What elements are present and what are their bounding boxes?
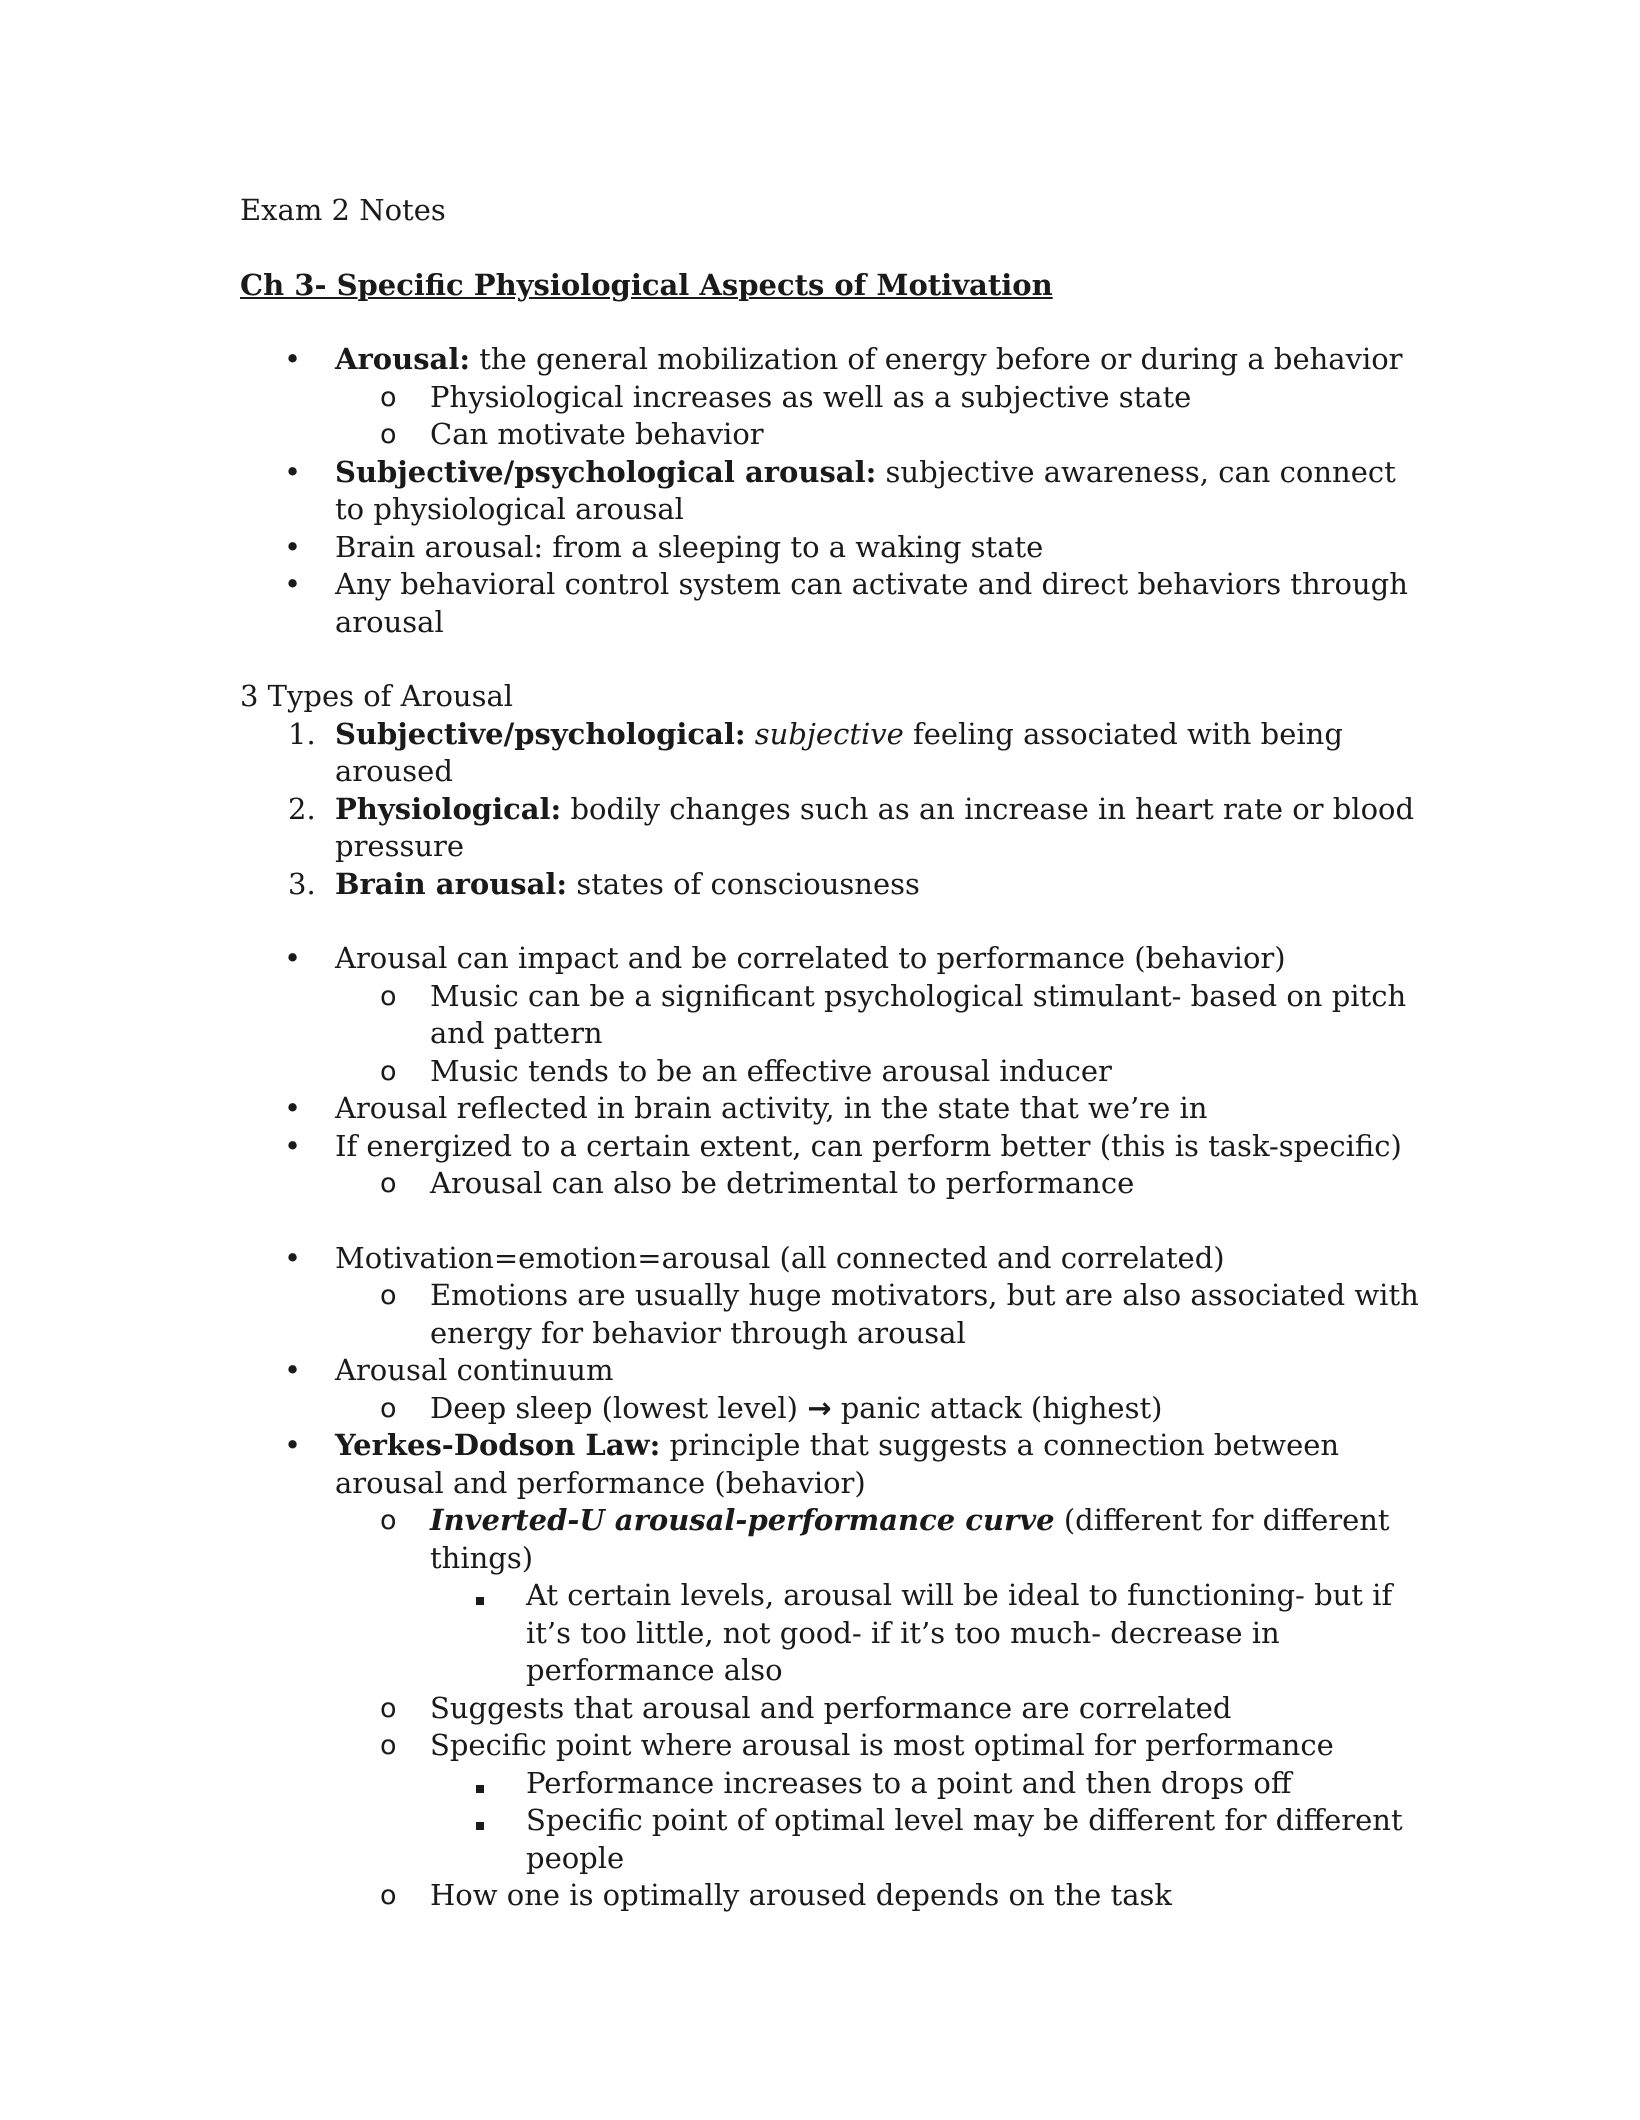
document-page — [240, 192, 1420, 1915]
arousal-section — [240, 341, 1420, 641]
bullet-subjective-arousal — [240, 454, 1420, 529]
sub-bullet-text: Music tends to be an effective arousal inducer — [430, 1053, 1112, 1088]
sub-bullet-text: How one is optimally aroused depends on the task — [430, 1878, 1172, 1912]
def-yerkes-dodson: principle that suggests a connection between arousal and performance (behavior) — [335, 1428, 1340, 1500]
def-arousal: the general mobilization of energy before or during a behavior — [470, 342, 1403, 376]
bullet-marker: • — [284, 1353, 302, 1387]
square-marker — [476, 1802, 484, 1840]
sub-sub-bullet — [240, 1577, 1420, 1690]
item-term: Subjective/psychological: — [335, 716, 746, 751]
sub-bullet — [240, 416, 1420, 454]
sub-bullet-text: Physiological increases as well as a subjective state — [430, 379, 1192, 414]
bullet-text: If energized to a certain extent, can perform better (this is task-specific) — [335, 1128, 1402, 1163]
item-text: feeling associated with being aroused — [335, 716, 1343, 788]
document-title: Exam 2 Notes — [240, 193, 446, 227]
bullet-energized — [240, 1128, 1420, 1166]
item-number: 1. — [288, 716, 316, 751]
numbered-item — [240, 791, 1420, 866]
item-text: states of consciousness — [567, 866, 920, 901]
square-marker — [476, 1577, 484, 1615]
bullet-text: Motivation=emotion=arousal (all connected and correlated) — [335, 1240, 1225, 1275]
bullet-marker: • — [284, 1240, 302, 1275]
item-emphasis: subjective — [754, 716, 904, 751]
bullet-marker: • — [284, 941, 302, 975]
sub-bullet — [240, 379, 1420, 417]
sub-bullet-text: panic attack (highest) — [831, 1390, 1163, 1425]
circle-marker: o — [380, 381, 397, 413]
bullet-text: Any behavioral control system can activate and direct behaviors through arousal — [335, 567, 1408, 639]
item-term: Physiological: — [335, 791, 562, 826]
bullet-marker: • — [284, 1128, 302, 1163]
term-yerkes-dodson: Yerkes-Dodson Law: — [335, 1428, 661, 1462]
circle-marker: o — [380, 1505, 397, 1536]
numbered-item — [240, 866, 1420, 904]
square-marker — [476, 1765, 484, 1803]
sub-bullet — [240, 1690, 1420, 1728]
motivation-section — [240, 1240, 1420, 1915]
sub-bullet — [240, 1053, 1420, 1091]
bullet-control-system — [240, 566, 1420, 641]
sub-bullet-text: Arousal can also be detrimental to performance — [430, 1166, 1135, 1200]
bullet-marker: • — [284, 567, 302, 601]
circle-marker: o — [380, 980, 397, 1012]
sub-sub-bullet-text: Performance increases to a point and then drops off — [526, 1765, 1292, 1800]
sub-bullet-text: Emotions are usually huge motivators, but are also associated with energy for behavior through arousal — [430, 1278, 1419, 1350]
sub-bullet — [240, 1727, 1420, 1765]
performance-section — [240, 940, 1420, 1203]
arrow-right-icon: → — [807, 1390, 832, 1425]
bullet-text: Arousal can impact and be correlated to performance (behavior) — [335, 941, 1286, 975]
circle-marker: o — [380, 1692, 397, 1724]
types-section — [240, 678, 1420, 903]
item-number: 3. — [288, 866, 316, 901]
bullet-marker: • — [284, 342, 302, 376]
circle-marker: o — [380, 1392, 397, 1424]
bullet-text: Arousal reflected in brain activity, in the state that we’re in — [335, 1091, 1208, 1125]
circle-marker: o — [380, 1730, 397, 1761]
def-subjective-arousal: subjective awareness, can connect to physiological arousal — [335, 454, 1396, 526]
chapter-heading: Ch 3- Specific Physiological Aspects of Motivation — [240, 267, 1053, 302]
item-number: 2. — [288, 791, 316, 826]
bullet-marker: • — [284, 454, 302, 489]
sub-sub-bullet — [240, 1765, 1420, 1803]
sub-bullet-text: Specific point where arousal is most optimal for performance — [430, 1728, 1334, 1762]
types-title: 3 Types of Arousal — [240, 679, 514, 713]
sub-bullet-text: Deep sleep (lowest level) — [430, 1390, 808, 1425]
bullet-impact — [240, 940, 1420, 978]
bullet-brain-activity — [240, 1090, 1420, 1128]
circle-marker: o — [380, 1880, 397, 1911]
bullet-text: Arousal continuum — [335, 1353, 614, 1387]
term-arousal: Arousal: — [335, 342, 471, 376]
circle-marker: o — [380, 1168, 397, 1199]
item-term: Brain arousal: — [335, 866, 568, 901]
item-text: bodily changes such as an increase in heart rate or blood pressure — [335, 791, 1415, 863]
sub-bullet-text: Suggests that arousal and performance are correlated — [430, 1690, 1232, 1725]
sub-bullet — [240, 1877, 1420, 1915]
bullet-continuum — [240, 1352, 1420, 1390]
circle-marker: o — [380, 1055, 397, 1087]
sub-bullet — [240, 978, 1420, 1053]
bullet-text: Brain arousal: from a sleeping to a waking state — [335, 529, 1044, 564]
bullet-marker: • — [284, 1428, 302, 1462]
circle-marker: o — [380, 1280, 397, 1311]
bullet-arousal — [240, 341, 1420, 379]
sub-bullet-text: (different for different things) — [430, 1503, 1390, 1575]
sub-bullet — [240, 1502, 1420, 1577]
sub-sub-bullet — [240, 1802, 1420, 1877]
numbered-item — [240, 716, 1420, 791]
bullet-marker: • — [284, 1091, 302, 1125]
sub-bullet-text: Can motivate behavior — [430, 417, 764, 451]
term-subjective-arousal: Subjective/psychological arousal: — [335, 454, 877, 489]
bullet-marker: • — [284, 529, 302, 564]
circle-marker: o — [380, 419, 397, 450]
bullet-yerkes-dodson — [240, 1427, 1420, 1502]
bullet-brain-arousal — [240, 529, 1420, 567]
sub-sub-bullet-text: Specific point of optimal level may be different for different people — [526, 1803, 1403, 1875]
sub-bullet — [240, 1390, 1420, 1428]
bullet-motivation — [240, 1240, 1420, 1278]
sub-bullet — [240, 1277, 1420, 1352]
sub-bullet-text: Music can be a significant psychological stimulant- based on pitch and pattern — [430, 978, 1407, 1050]
sub-bullet — [240, 1165, 1420, 1203]
sub-sub-bullet-text: At certain levels, arousal will be ideal to functioning- but if it’s too little, not good- if it’s too much- decrease in performance also — [526, 1578, 1393, 1687]
term-inverted-u: Inverted-U arousal-performance curve — [430, 1503, 1055, 1537]
